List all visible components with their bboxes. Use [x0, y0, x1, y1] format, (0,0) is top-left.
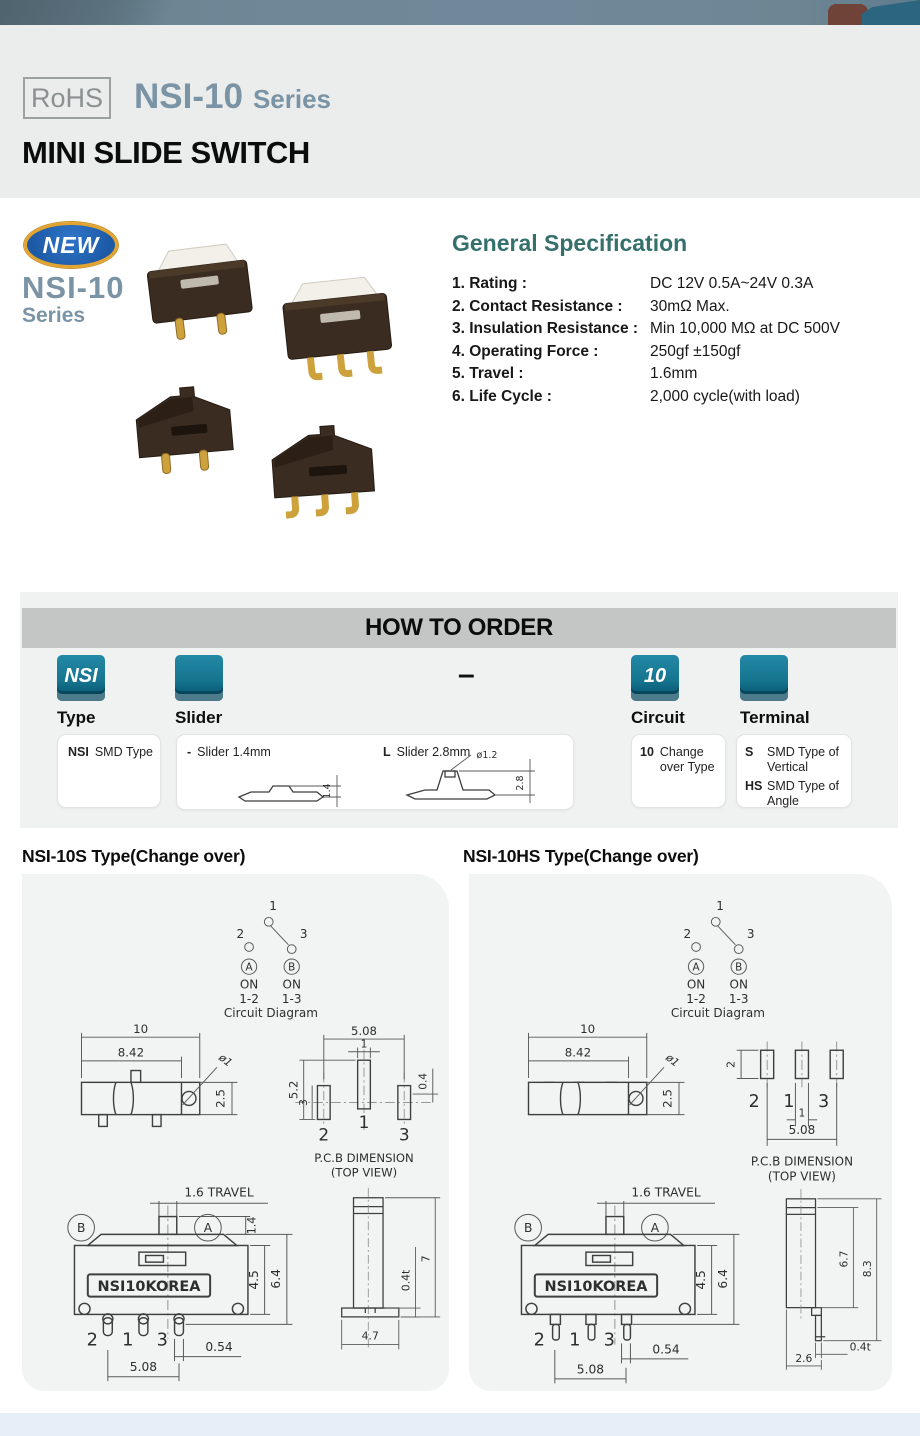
s-pcb-caption1: P.C.B DIMENSION	[314, 1150, 414, 1165]
diagram-pos-a: A	[245, 961, 253, 974]
spec-label: 2. Contact Resistance :	[452, 297, 623, 315]
spec-label: 5. Travel :	[452, 365, 524, 382]
series-name: NSI-10	[134, 77, 243, 116]
how-to-order-section	[20, 592, 898, 828]
intro-series-name: NSI-10	[22, 270, 125, 305]
slider-2-8-dia: ø1.2	[476, 750, 498, 761]
spec-title: General Specification	[452, 230, 688, 256]
spec-label: 3. Insulation Resistance :	[452, 320, 639, 337]
product-photo-angle-2	[270, 423, 376, 516]
hs-pcb-pin3: 3	[818, 1091, 830, 1112]
slider-2-8-dim: 2.8	[515, 775, 526, 791]
hs-pcb-pad-w: 1	[798, 1107, 806, 1120]
diagram-pin2: 2	[683, 927, 692, 942]
tv-dim-height: 2.5	[213, 1089, 228, 1108]
s-side-view	[322, 1182, 450, 1374]
order-dash: –	[458, 658, 475, 691]
s-fv-knob-h: 1.4	[245, 1216, 259, 1235]
spec-value: 1.6mm	[650, 365, 698, 382]
hs-pcb-pin2: 2	[748, 1091, 760, 1112]
spec-value: 2,000 cycle(with load)	[650, 387, 800, 405]
s-pcb-pitch: 5.08	[351, 1023, 377, 1038]
hs-sv-width: 2.6	[795, 1352, 813, 1366]
order-label-slider: Slider	[175, 708, 223, 727]
order-box-circuit	[631, 734, 726, 808]
page-title: MINI SLIDE SWITCH	[22, 135, 310, 170]
s-fv-pos-b: B	[76, 1221, 86, 1236]
s-fv-pos-a: A	[203, 1221, 213, 1236]
s-sv-height: 7	[419, 1255, 433, 1263]
s-fv-pin2: 2	[86, 1329, 98, 1351]
spec-label: 6. Life Cycle :	[452, 387, 552, 405]
spec-row	[452, 363, 907, 386]
product-photo-vertical-1	[145, 242, 255, 343]
slider-opt1-code: -	[187, 745, 192, 759]
hs-sv-thickness: 0.4t	[849, 1340, 871, 1354]
hs-fv-marking: NSI10KOREA	[544, 1279, 648, 1296]
s-pcb-pin2: 2	[318, 1124, 330, 1145]
intro-series-label	[22, 272, 124, 327]
s-pcb-caption2: (TOP VIEW)	[330, 1165, 398, 1180]
diagram-pin1: 1	[269, 898, 277, 913]
spec-label: 1. Rating :	[452, 275, 527, 292]
order-box-type	[57, 734, 161, 808]
diagram-pair-b: 1-3	[281, 991, 302, 1006]
general-specification	[452, 230, 907, 408]
hs-pcb-pitch: 5.08	[788, 1122, 816, 1137]
tv-dim-width: 10	[133, 1021, 149, 1036]
tv-dim-height: 2.5	[660, 1089, 675, 1108]
slider-opt2-desc: Slider 2.8mm	[396, 745, 471, 759]
hs-fv-body-h: 4.5	[693, 1270, 708, 1290]
hs-circuit-diagram	[637, 898, 812, 1020]
tv-dim-width: 10	[580, 1021, 596, 1036]
order-label-circuit: Circuit	[631, 708, 685, 727]
order-chip-circuit: 10	[631, 655, 679, 701]
tv-dim-inner: 8.42	[564, 1045, 592, 1060]
hs-fv-pin1: 1	[569, 1329, 581, 1351]
s-fv-total-h: 6.4	[269, 1269, 284, 1289]
hs-pcb-caption2: (TOP VIEW)	[767, 1169, 836, 1184]
s-fv-pitch: 5.08	[129, 1360, 158, 1375]
diagram-pin1: 1	[716, 898, 724, 913]
diagram-pair-b: 1-3	[728, 991, 749, 1006]
s-pcb-dimension	[274, 1020, 454, 1184]
hs-fv-pos-b: B	[523, 1221, 533, 1236]
s-fv-pin1: 1	[122, 1329, 134, 1351]
hs-sv-body-h: 6.7	[837, 1250, 851, 1268]
s-pcb-pin1: 1	[358, 1111, 370, 1132]
s-fv-pin-w: 0.54	[205, 1340, 233, 1355]
product-photo-angle-1	[134, 384, 235, 476]
how-to-order-title: HOW TO ORDER	[22, 608, 896, 648]
hs-fv-pos-a: A	[650, 1221, 660, 1236]
s-fv-marking: NSI10KOREA	[97, 1279, 201, 1296]
spec-row	[452, 296, 907, 319]
diagram-pin3: 3	[746, 927, 755, 942]
hs-panel-title: NSI-10HS Type(Change over)	[463, 846, 699, 866]
diagram-pos-b: B	[735, 961, 743, 974]
hs-front-view	[497, 1172, 775, 1389]
type-code: NSI	[68, 745, 89, 759]
circuit-desc: Change over Type	[659, 745, 715, 774]
order-label-terminal: Terminal	[740, 708, 810, 727]
s-panel-title: NSI-10S Type(Change over)	[22, 846, 246, 866]
s-sv-thickness: 0.4t	[399, 1269, 413, 1292]
photo-strip-blue-fragment	[862, 0, 920, 25]
s-circuit-diagram	[190, 898, 365, 1020]
s-pcb-pad-l: 3	[297, 1099, 310, 1106]
diagram-pin2: 2	[236, 927, 245, 942]
order-chip-terminal	[740, 655, 788, 701]
type-desc: SMD Type	[94, 745, 153, 759]
diagram-on-a: ON	[239, 977, 259, 992]
hs-side-view	[765, 1182, 901, 1374]
series-word: Series	[252, 84, 332, 114]
hs-sv-total-h: 8.3	[860, 1260, 874, 1278]
terminal-opt2-desc: SMD Type of Angle	[767, 779, 840, 808]
hs-fv-pin3: 3	[603, 1329, 615, 1351]
order-chip-type: NSI	[57, 655, 105, 701]
s-pcb-offset: 0.4	[417, 1072, 430, 1090]
hs-panel	[469, 874, 892, 1391]
photo-strip-shadow	[0, 0, 215, 25]
s-fv-travel: 1.6 TRAVEL	[184, 1185, 254, 1200]
s-pcb-span: 5.2	[286, 1080, 301, 1100]
slider-opt2-code: L	[383, 745, 391, 759]
spec-value: 30mΩ Max.	[650, 297, 730, 315]
spec-row	[452, 386, 907, 409]
hs-fv-pin-w: 0.54	[652, 1342, 680, 1357]
slider-1-4-drawing	[229, 761, 359, 809]
tv-dim-hole: ø1	[216, 1050, 235, 1070]
hs-pcb-pad-l: 2	[724, 1060, 738, 1068]
diagram-on-b: ON	[729, 977, 748, 992]
title-block	[0, 25, 920, 198]
tv-dim-inner: 8.42	[117, 1045, 145, 1060]
header-photo-strip	[0, 0, 920, 25]
hs-fv-pin2: 2	[533, 1329, 545, 1351]
s-front-view	[50, 1172, 328, 1389]
s-top-view	[60, 1020, 275, 1149]
spec-row	[452, 273, 907, 296]
hs-pcb-caption1: P.C.B DIMENSION	[750, 1154, 854, 1169]
new-badge: NEW	[24, 222, 118, 268]
s-pcb-pin3: 3	[398, 1124, 410, 1145]
order-box-terminal	[736, 734, 852, 808]
hs-fv-travel: 1.6 TRAVEL	[631, 1185, 701, 1200]
spec-value: 250gf ±150gf	[650, 342, 741, 360]
diagram-pos-b: B	[288, 961, 296, 974]
spec-label: 4. Operating Force :	[452, 342, 599, 360]
diagram-on-b: ON	[282, 977, 301, 992]
circuit-code: 10	[640, 745, 654, 759]
hs-top-view	[507, 1020, 722, 1149]
slider-2-8-drawing	[395, 749, 560, 807]
s-fv-pin3: 3	[156, 1329, 168, 1351]
hs-fv-total-h: 6.4	[716, 1269, 731, 1289]
hs-pcb-pin1: 1	[783, 1091, 795, 1112]
terminal-opt2-code: HS	[745, 779, 763, 793]
terminal-opt1-code: S	[745, 745, 754, 759]
diagram-pair-a: 1-2	[686, 991, 706, 1006]
diagram-pin3: 3	[299, 927, 308, 942]
diagram-pos-a: A	[692, 961, 700, 974]
terminal-opt1-desc: SMD Type of Vertical	[767, 745, 840, 774]
product-photo-vertical-2	[281, 275, 394, 379]
diagram-on-a: ON	[686, 977, 706, 992]
series-heading	[134, 77, 331, 117]
s-fv-body-h: 4.5	[246, 1270, 261, 1290]
order-chip-slider	[175, 655, 223, 701]
order-box-slider	[176, 734, 574, 810]
s-sv-width: 4.7	[361, 1329, 379, 1343]
tv-dim-hole: ø1	[663, 1050, 682, 1070]
slider-opt1-desc: Slider 1.4mm	[197, 745, 271, 759]
diagram-caption: Circuit Diagram	[223, 1005, 318, 1020]
rohs-logo: RoHS	[23, 77, 111, 119]
spec-row	[452, 341, 907, 364]
slider-1-4-dim: 1.4	[322, 783, 333, 799]
hs-pcb-dimension	[704, 1022, 889, 1185]
diagram-caption: Circuit Diagram	[670, 1005, 765, 1020]
spec-value: DC 12V 0.5A~24V 0.3A	[650, 275, 814, 292]
order-label-type: Type	[57, 708, 96, 727]
intro-series-word: Series	[22, 303, 86, 327]
product-photos	[122, 234, 434, 540]
spec-value: Min 10,000 MΩ at DC 500V	[650, 320, 840, 337]
hs-fv-pitch: 5.08	[576, 1362, 605, 1377]
s-pcb-pad-w: 1	[360, 1038, 368, 1051]
diagram-pair-a: 1-2	[239, 991, 259, 1006]
bottom-band	[0, 1413, 920, 1436]
s-panel	[22, 874, 449, 1391]
spec-row	[452, 318, 907, 341]
